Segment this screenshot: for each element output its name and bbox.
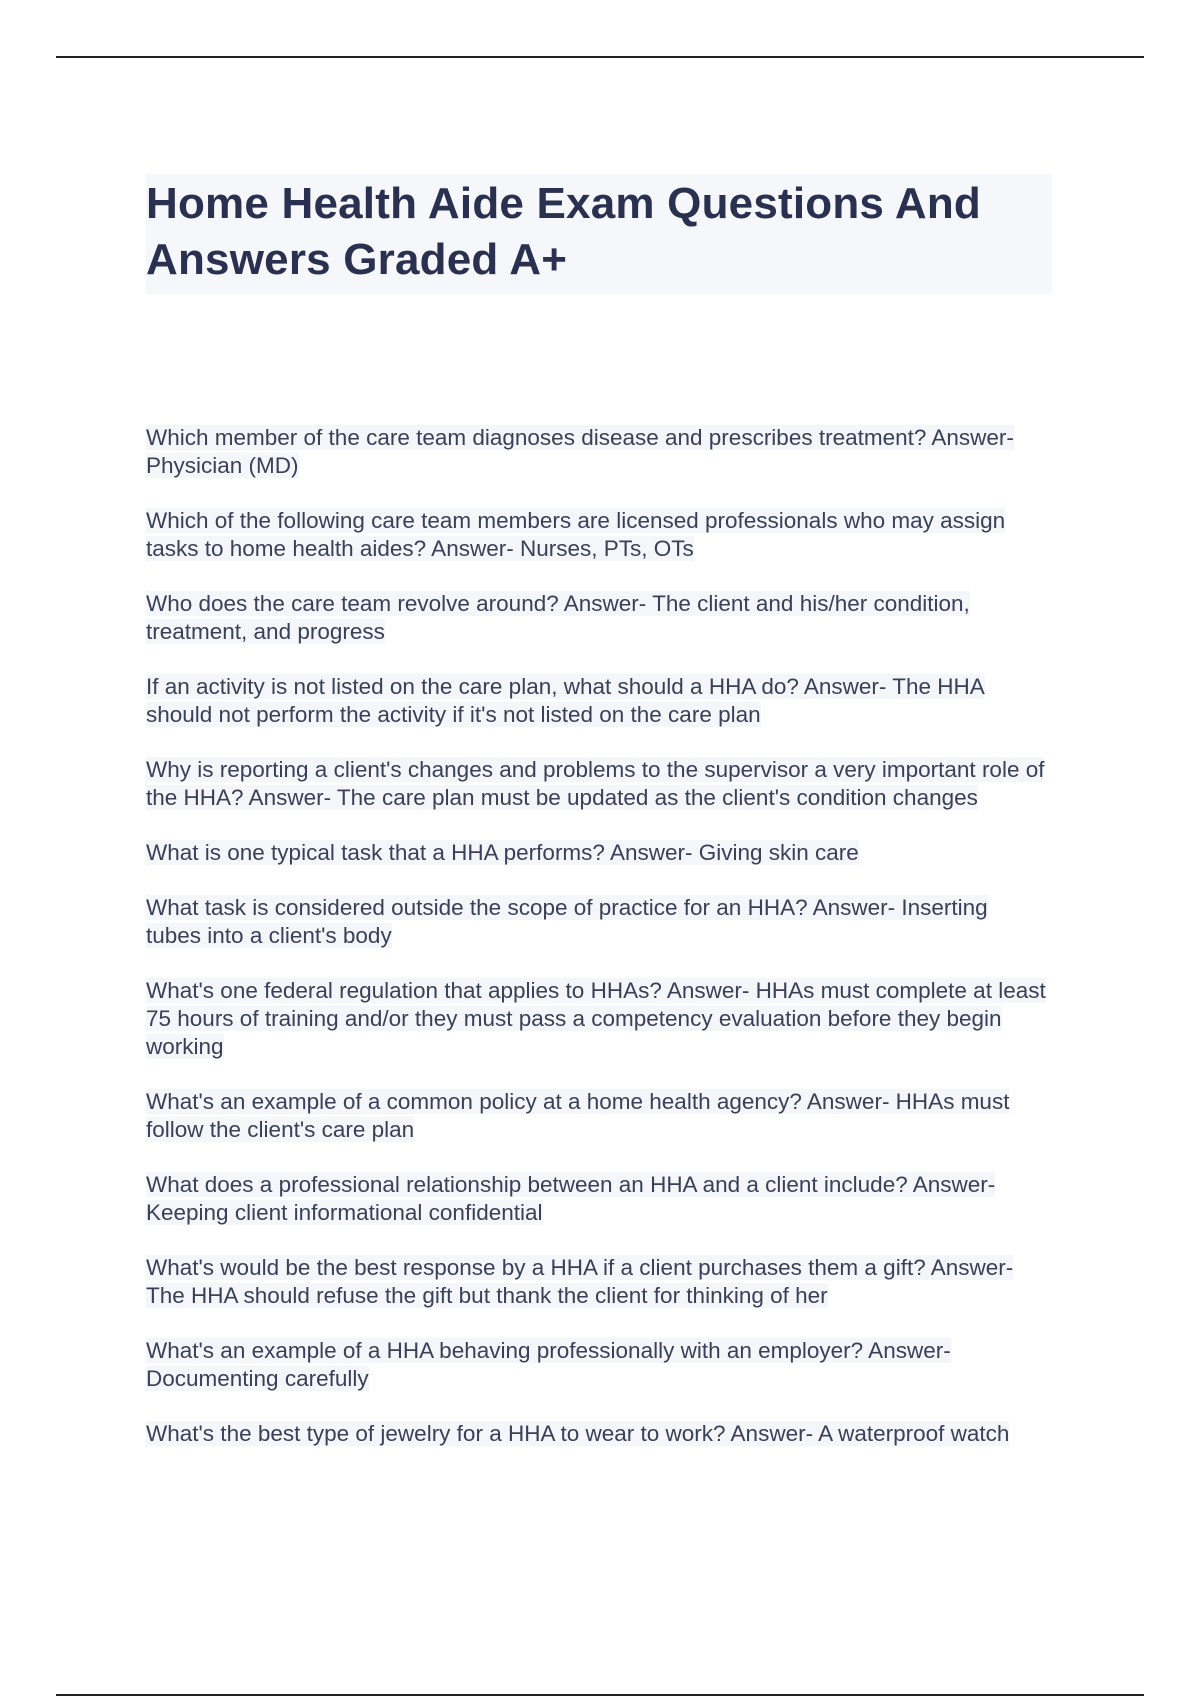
qa-item	[146, 424, 1046, 480]
qa-list	[146, 424, 1046, 1475]
title-block	[146, 174, 1052, 294]
qa-text: What's an example of a HHA behaving professionally with an employer? Answer- Documenting carefully	[146, 1338, 951, 1391]
qa-item	[146, 1088, 1046, 1144]
qa-text: Which member of the care team diagnoses disease and prescribes treatment? Answer- Physician (MD)	[146, 425, 1014, 478]
qa-text: What's the best type of jewelry for a HHA to wear to work? Answer- A waterproof watch	[146, 1421, 1010, 1446]
header-rule	[56, 56, 1144, 58]
qa-item	[146, 839, 1046, 867]
qa-item	[146, 756, 1046, 812]
qa-text: What task is considered outside the scope of practice for an HHA? Answer- Inserting tubes into a client's body	[146, 895, 988, 948]
qa-item	[146, 673, 1046, 729]
qa-text: Who does the care team revolve around? Answer- The client and his/her condition, treatment, and progress	[146, 591, 970, 644]
qa-item	[146, 590, 1046, 646]
qa-item	[146, 1254, 1046, 1310]
qa-text: Which of the following care team members are licensed professionals who may assign tasks to home health aides? Answer- Nurses, PTs, OTs	[146, 508, 1006, 561]
qa-item	[146, 894, 1046, 950]
qa-text: What's would be the best response by a HHA if a client purchases them a gift? Answer- The HHA should refuse the gift but thank the client for thinking of her	[146, 1255, 1014, 1308]
qa-text: What does a professional relationship between an HHA and a client include? Answer- Keeping client informational confidential	[146, 1172, 996, 1225]
qa-item	[146, 1337, 1046, 1393]
qa-item	[146, 1420, 1046, 1448]
qa-item	[146, 1171, 1046, 1227]
qa-text: What is one typical task that a HHA performs? Answer- Giving skin care	[146, 840, 859, 865]
qa-item	[146, 507, 1046, 563]
qa-text: What's an example of a common policy at a home health agency? Answer- HHAs must follow the client's care plan	[146, 1089, 1010, 1142]
footer-rule	[56, 1694, 1144, 1696]
qa-item	[146, 977, 1046, 1061]
qa-text: If an activity is not listed on the care plan, what should a HHA do? Answer- The HHA should not perform the activity if it's not listed on the care plan	[146, 674, 985, 727]
qa-text: Why is reporting a client's changes and problems to the supervisor a very important role of the HHA? Answer- The care plan must be updated as the client's condition changes	[146, 757, 1045, 810]
document-title: Home Health Aide Exam Questions And Answers Graded A+	[146, 179, 982, 284]
qa-text: What's one federal regulation that applies to HHAs? Answer- HHAs must complete at least 75 hours of training and/or they must pass a competency evaluation before they begin working	[146, 978, 1046, 1059]
